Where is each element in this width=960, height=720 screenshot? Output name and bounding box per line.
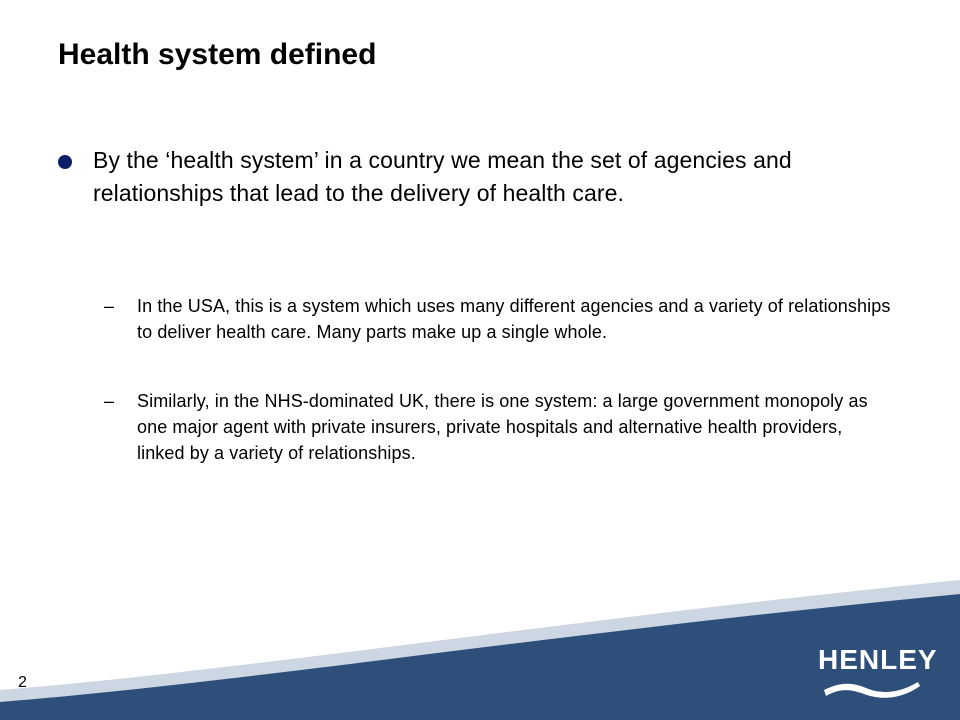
sub-bullet-uk	[104, 388, 894, 466]
henley-logo	[818, 644, 936, 706]
logo-wordmark: HENLEY	[818, 644, 938, 675]
logo-wave-icon	[818, 644, 936, 706]
sub-bullet-text: In the USA, this is a system which uses many different agencies and a variety of relationships to deliver health care. Many parts make up a single whole.	[137, 296, 891, 342]
slide-title: Health system defined	[58, 38, 377, 71]
page-number: 2	[18, 674, 27, 691]
bullet-dot-icon	[58, 155, 72, 169]
sub-bullet-usa	[104, 293, 894, 345]
footer-wave-band	[0, 560, 960, 720]
sub-bullet-text: Similarly, in the NHS-dominated UK, there is one system: a large government monopoly as one major agent with private insurers, private hospitals and alternative health providers, linked by a variety of relationships.	[137, 391, 868, 463]
dash-marker: –	[104, 391, 115, 411]
main-bullet-text: By the ‘health system’ in a country we mean the set of agencies and relationships that lead to the delivery of health care.	[93, 147, 792, 206]
dash-marker: –	[104, 296, 115, 316]
main-bullet	[58, 144, 888, 210]
footer-dark-band	[0, 594, 960, 720]
